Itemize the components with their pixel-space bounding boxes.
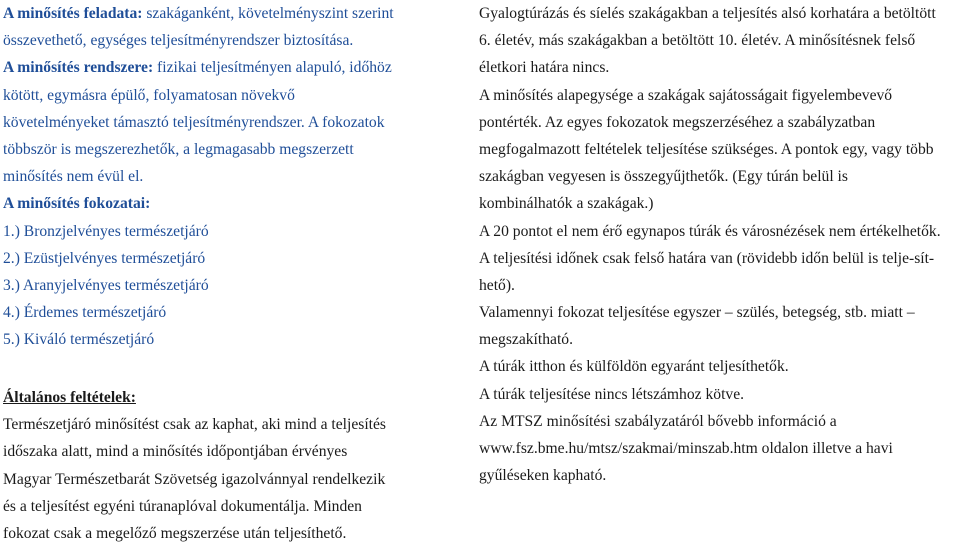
purpose-text: szakáganként, követelményszint szerint <box>142 5 394 22</box>
system-line-4: többször is megszerezhetők, a legmagasabb megszerzett <box>3 140 354 158</box>
right-line: A 20 pontot el nem érő egynapos túrák és városnézések nem értékelhetők. <box>479 222 941 240</box>
level-item: 4.) Érdemes természetjáró <box>3 304 167 322</box>
level-item: 5.) Kiváló természetjáró <box>3 331 155 349</box>
right-line: hető). <box>479 276 515 294</box>
right-line: életkori határa nincs. <box>479 59 610 77</box>
right-line: Az MTSZ minősítési szabályzatáról bővebb információ a <box>479 412 837 430</box>
system-line-3a: követelményeket támasztó teljesítményrendszer. <box>3 113 305 131</box>
system-line-2: kötött, egymásra épülő, folyamatosan növekvő <box>3 86 295 104</box>
purpose-line-2: összevethető, egységes teljesítményrendszer biztosítása. <box>3 32 354 50</box>
right-line: szakágban vegyesen is összegyűjthetők. (Egy túrán belül is <box>479 168 848 186</box>
system-line-1 <box>3 54 394 81</box>
system-text: fizikai teljesítményen alapuló, időhöz <box>153 59 392 77</box>
system-line-3 <box>3 109 394 136</box>
general-line: Természetjáró minősítést csak az kaphat, aki mind a teljesítés <box>3 416 386 434</box>
right-line: www.fsz.bme.hu/mtsz/szakmai/minszab.htm oldalon illetve a havi <box>479 440 893 457</box>
system-label: A minősítés rendszere: <box>3 59 154 77</box>
right-line: kombinálhatók a szakágak.) <box>479 195 654 213</box>
right-line: pontérték. Az egyes fokozatok megszerzéséhez a szabályzatban <box>479 113 876 131</box>
level-item: 2.) Ezüstjelvényes természetjáró <box>3 249 206 267</box>
right-line: Gyalogtúrázás és síelés szakágakban a teljesítés alsó korhatára a betöltött <box>479 5 936 22</box>
left-top-section <box>3 0 394 353</box>
general-line: időszaka alatt, mind a minősítés időpontjában érvényes <box>3 443 348 461</box>
right-line: A túrák teljesítése nincs létszámhoz kötve. <box>479 385 745 403</box>
system-line-3b: A fokozatok <box>304 113 385 131</box>
right-line: A túrák itthon és külföldön egyaránt teljesíthetők. <box>479 358 789 376</box>
purpose-label: A minősítés feladata: <box>3 5 143 22</box>
purpose-line-1 <box>3 0 394 27</box>
system-line-5: minősítés nem évül el. <box>3 168 144 186</box>
levels-heading: A minősítés fokozatai: <box>3 195 151 213</box>
right-line: 6. életév, más szakágakban a betöltött 10. életév. A minősítésnek felső <box>479 32 916 50</box>
general-line: Magyar Természetbarát Szövetség igazolvánnyal rendelkezik <box>3 470 386 488</box>
level-item: 1.) Bronzjelvényes természetjáró <box>3 222 209 240</box>
level-item: 3.) Aranyjelvényes természetjáró <box>3 276 209 294</box>
right-column <box>479 0 959 489</box>
right-line: A minősítés alapegysége a szakágak sajátosságait figyelembevevő <box>479 86 893 104</box>
left-bottom-section <box>3 384 386 547</box>
right-line: gyűléseken kapható. <box>479 467 607 485</box>
right-line: megfogalmazott feltételek teljesítése szükséges. A pontok egy, vagy több <box>479 140 934 158</box>
general-line: fokozat csak a megelőző megszerzése után teljesíthető. <box>3 524 347 542</box>
general-line: és a teljesítést egyéni túranaplóval dokumentálja. Minden <box>3 497 362 515</box>
right-line: megszakítható. <box>479 331 573 349</box>
general-heading: Általános feltételek: <box>3 389 136 406</box>
right-line: A teljesítési időnek csak felső határa van (rövidebb időn belül is telje-sít- <box>479 249 935 267</box>
right-line: Valamennyi fokozat teljesítése egyszer – szülés, betegség, stb. miatt – <box>479 304 915 322</box>
